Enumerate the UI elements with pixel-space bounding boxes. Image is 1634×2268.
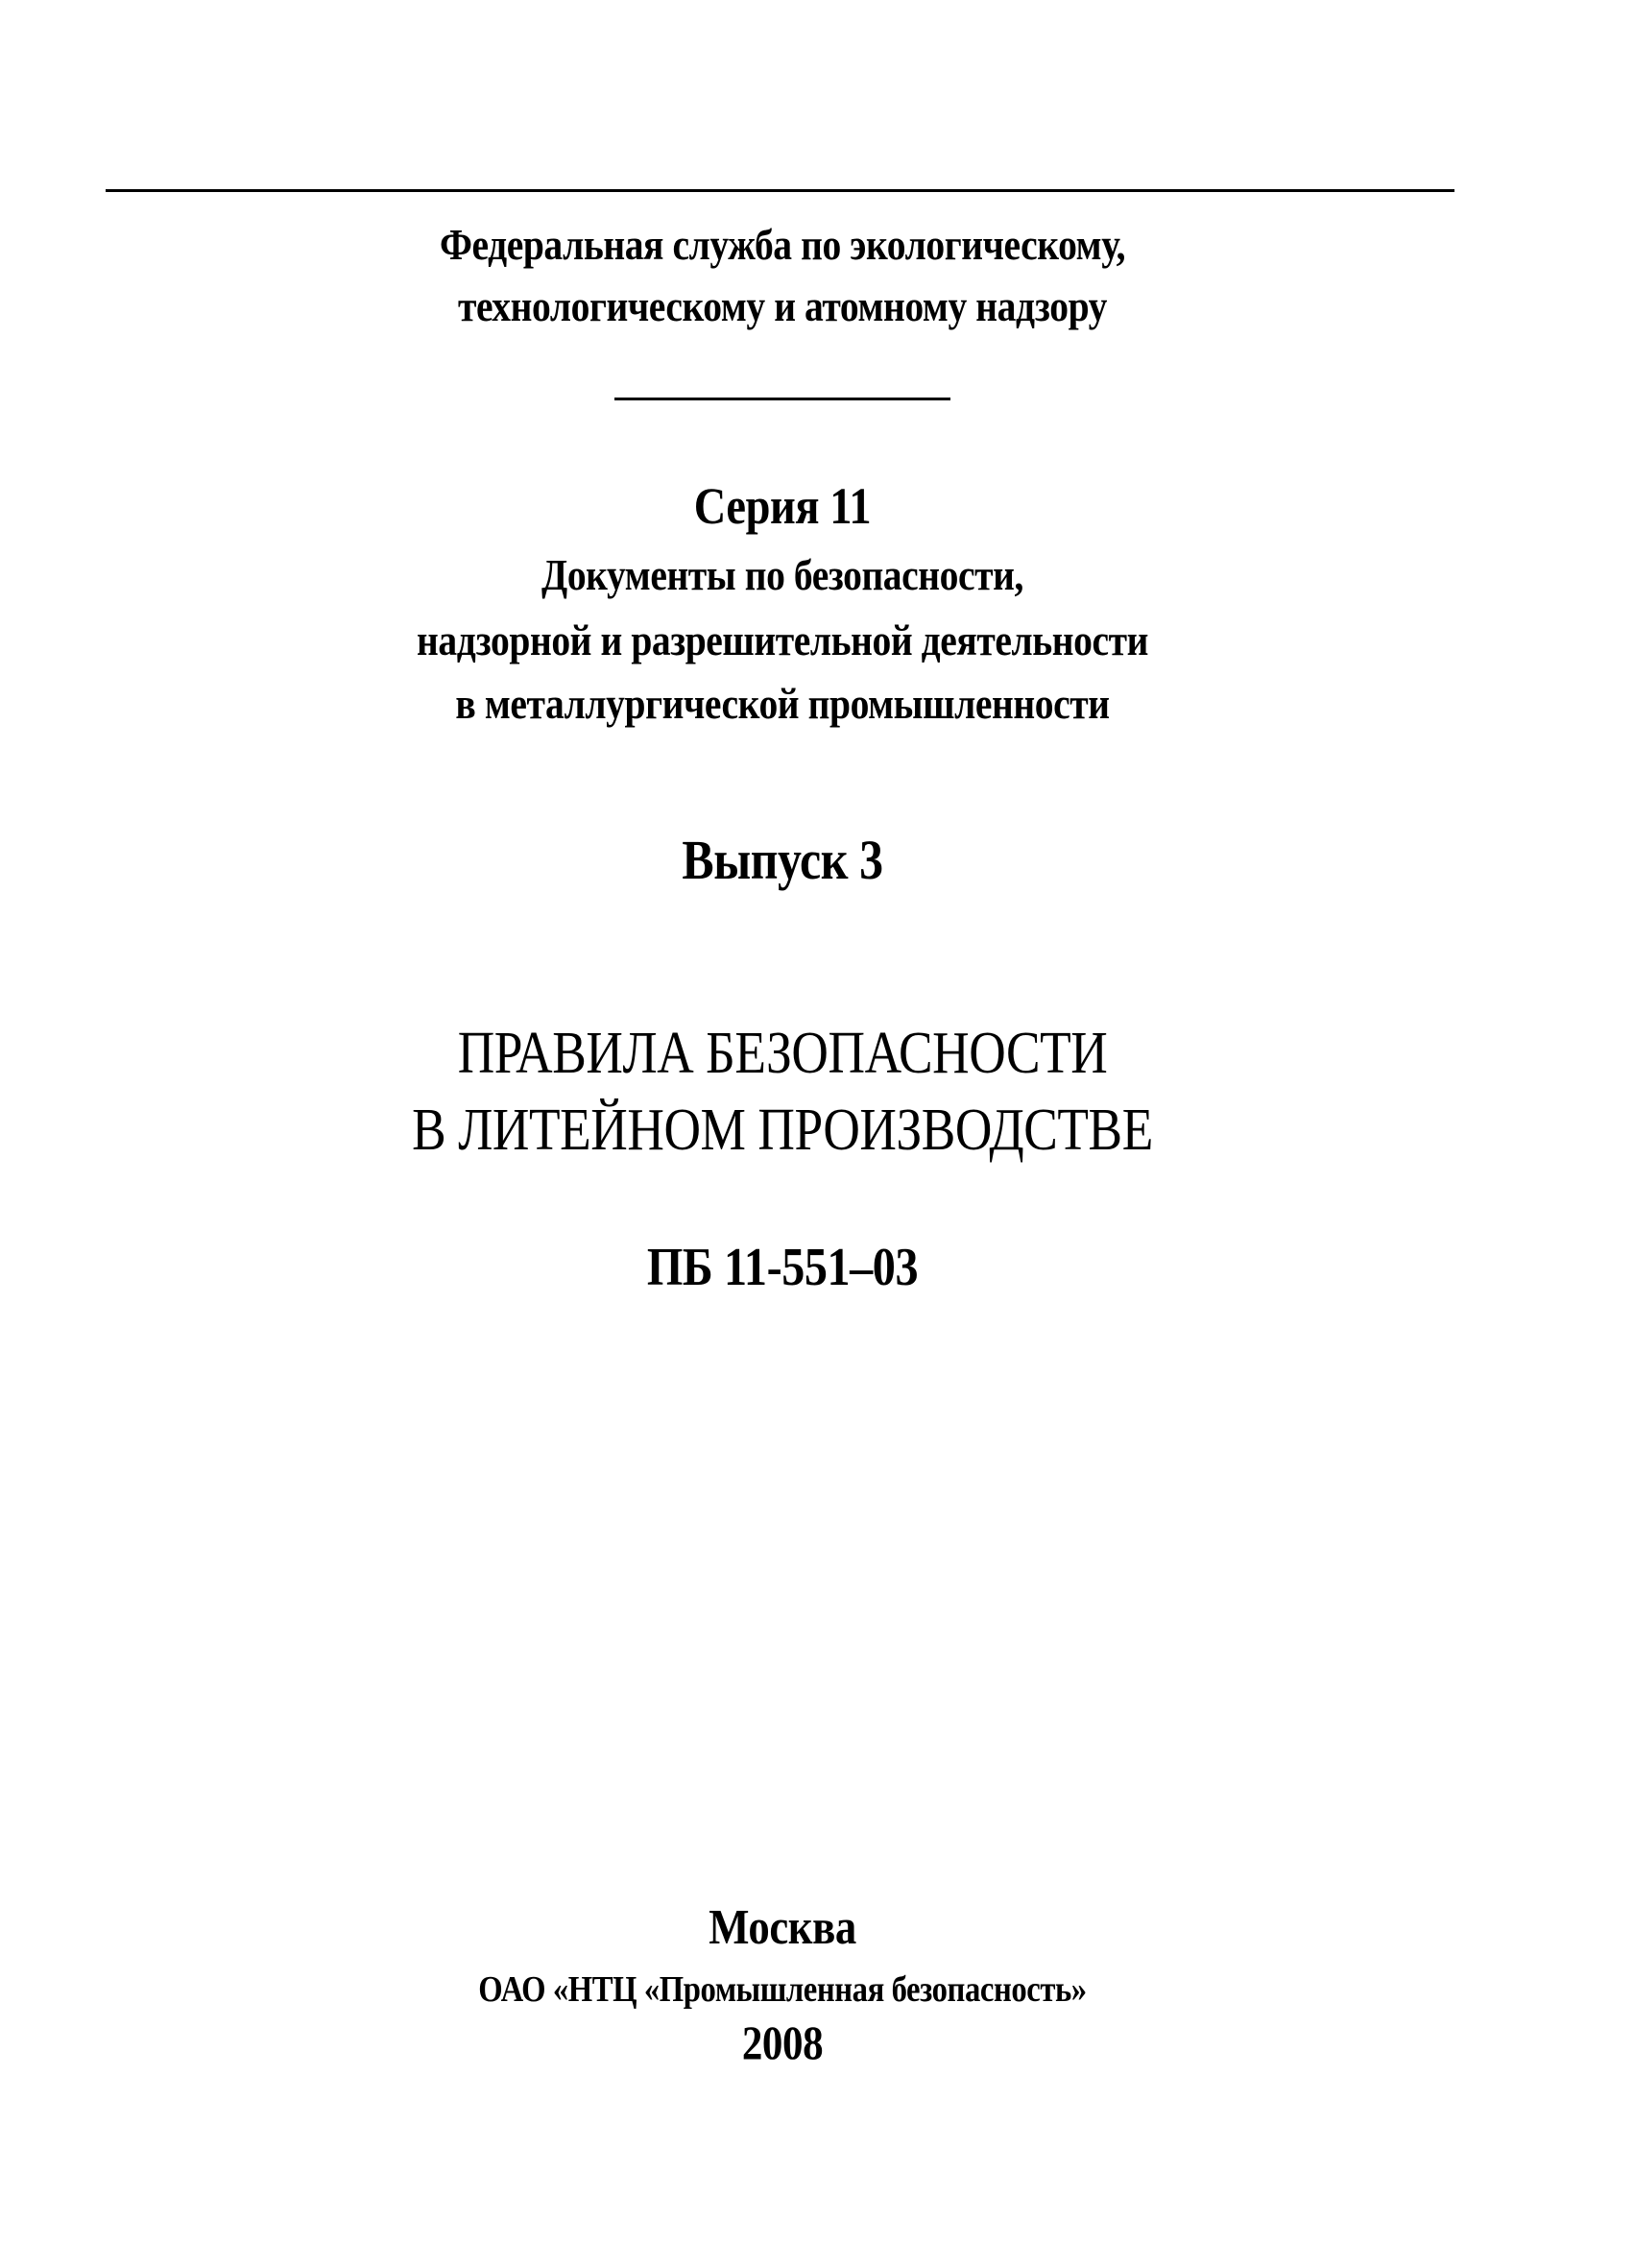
- divider-rule: [614, 398, 950, 400]
- top-rule: [106, 189, 1454, 192]
- series-label: Серия 11: [693, 477, 872, 535]
- series-desc-line-3: в металлургической промышленности: [455, 679, 1110, 728]
- imprint-city: Москва: [709, 1900, 856, 1955]
- agency-line-2: технологическому и атомному надзору: [457, 281, 1108, 330]
- doc-title-line-2: В ЛИТЕЙНОМ ПРОИЗВОДСТВЕ: [412, 1098, 1153, 1163]
- doc-title-line-1: ПРАВИЛА БЕЗОПАСНОСТИ: [457, 1021, 1108, 1086]
- imprint-publisher: ОАО «НТЦ «Промышленная безопасность»: [478, 1969, 1087, 2010]
- issue-label: Выпуск 3: [682, 829, 883, 891]
- agency-line-1: Федеральная служба по экологическому,: [439, 220, 1126, 269]
- series-desc-line-2: надзорной и разрешительной деятельности: [417, 615, 1148, 664]
- imprint-year: 2008: [741, 2015, 824, 2069]
- series-desc-line-1: Документы по безопасности,: [541, 550, 1023, 599]
- doc-code: ПБ 11-551–03: [646, 1238, 919, 1297]
